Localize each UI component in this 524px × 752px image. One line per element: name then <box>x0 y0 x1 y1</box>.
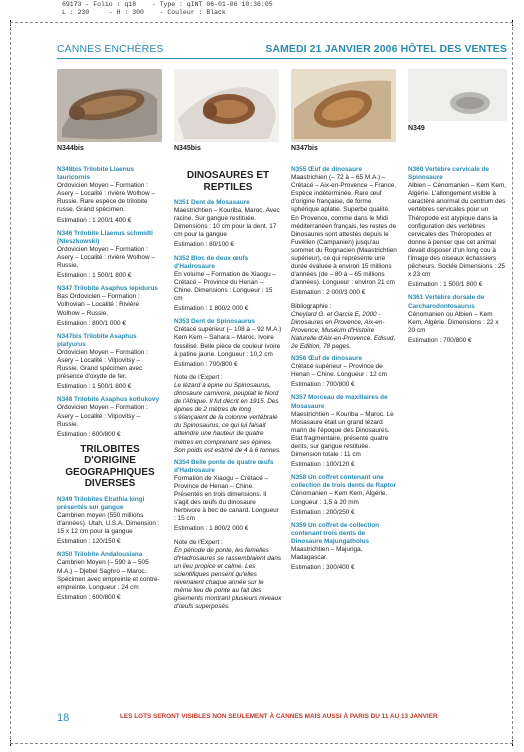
lot-title: N357 Morceau de maxillaires de Mosasaure <box>291 394 388 410</box>
fossil-photo <box>174 69 279 142</box>
lot-title: N353 Dent de Spinosaurus <box>174 318 255 326</box>
header-left: CANNES ENCHÈRES <box>57 43 164 55</box>
lot-description: Cénomanien – Kem Kem, Algérie. Longueur : 1,5 à 20 mm <box>291 490 388 506</box>
lot-description: En volume – Formation de Xiaogu – Crétacé – Province du Henan – Chine. Dimensions : Longueur : 15 cm <box>174 270 276 303</box>
trilobite-photo-4 <box>408 69 507 121</box>
photo-caption: N345bis <box>174 145 201 152</box>
lot-title: N361 Vertèbre dorsale de Carcharodontosaurus <box>408 294 485 310</box>
lot-title: N358 Un coffret contenant une collection de trois dents de Raptor <box>291 474 397 490</box>
expert-note: En période de ponte, les femelles d'Hadrosaures se rassemblaient dans un lieu propice et calme. Les scientifiques pensent qu'elles revenaient chaque année sur le même lieu de ponte au fait des gisements montrant plusieurs niveaux d'œufs superposés. <box>174 546 282 611</box>
lot-title: N347bis Trilobite Asaphus platyurus <box>57 332 137 348</box>
lot-description: Ordovicien Moyen – Formation : Asery – Localité : rivière Wolhow – Russie. Rare espèce de trilobite russe. Grand spécimen. <box>57 182 155 214</box>
lot-title: N347 Trilobite Asaphus lepidurus <box>57 285 158 293</box>
lot-estimate: Estimation : 1 800/2 000 € <box>174 305 249 313</box>
lot-estimate: Estimation : 120/150 € <box>57 538 121 546</box>
lot-estimate: Estimation : 1 500/1 800 € <box>57 272 132 280</box>
lot-title: N350 Trilobite Andalousiana <box>57 551 143 559</box>
lot-estimate: Estimation : 300/400 € <box>291 564 355 572</box>
lot-title: N348bis Trilobite Llaenus tauricornis <box>57 166 135 182</box>
lot-title: N359 Un coffret de collection contenant trois dents de Dinosaure Majungatholus <box>291 521 380 545</box>
print-slug <box>62 1 273 16</box>
expert-note-heading: Note de l'Expert : <box>174 373 223 381</box>
lot-description: Cambrien Moyen (– 590 à – 505 M.A.) – Djebel Saghro – Maroc. Spécimen avec empreinte et contre-empreinte. Longueur : 24 cm <box>57 559 160 591</box>
column-3 <box>291 166 398 577</box>
bibliography-heading: Bibliographie : <box>291 302 332 310</box>
lot-estimate: Estimation : 800/1 000 € <box>57 319 126 327</box>
lot-estimate: Estimation : 100/120 € <box>291 461 355 469</box>
photo-caption: N349 <box>408 125 425 132</box>
lot-estimate: Estimation : 1 200/1 400 € <box>57 216 132 224</box>
lot-title: N356 Œuf de dinosaure <box>291 355 363 363</box>
lot-estimate: Estimation : 700/800 € <box>291 381 355 389</box>
lot-title: N354 Belle ponte de quatre œufs d'Hadrosaure <box>174 458 274 474</box>
lot-description: Crétacé supérieur – Province de Henan – Chine. Longueur : 12 cm <box>291 363 387 379</box>
lot-estimate: Estimation : 700/800 € <box>408 336 472 344</box>
trilobite-photo-2 <box>174 69 279 142</box>
lot-estimate: Estimation : 200/250 € <box>291 508 355 516</box>
lot-estimate: Estimation : 80/100 € <box>174 241 235 249</box>
lot-description: Cénomanien ou Albien – Kem Kem, Algérie. Dimensions : 22 x 20 cm <box>408 310 499 334</box>
lot-estimate: Estimation : 700/800 € <box>174 360 238 368</box>
lot-description: Ordovicien Moyen – Formation : Asery – Localité : Vilpovitsy – Russie. <box>57 404 148 428</box>
lot-estimate: Estimation : 600/800 € <box>57 593 121 601</box>
lot-description: Maestrichtien – Kouriba, Maroc. Avec racine. Sur gangue restituée. Dimensions : 10 cm pour la dent. 17 cm pour la gangue <box>174 207 280 239</box>
fossil-photo <box>291 69 396 142</box>
lot-description: Bas Ordovicien – Formation : Volhovian – Localité : Rivière Wolhow – Russie. <box>57 293 140 317</box>
lot-description: Maastrichtien – Majunga, Madagascar. <box>291 546 363 562</box>
lot-description: Crétacé supérieur (– 108 à – 92 M.A.) Kem Kem – Sahara – Maroc. Ivoire fossilisé. Belle pièce de couleur ivoire à patine jaune. Longueur : 10,2 cm <box>174 326 282 358</box>
lot-description: Cambrien moyen (550 millions d'années). Utah, U.S.A. Dimension : 15 x 12 cm pour la gangue <box>57 512 160 536</box>
lot-description: Ordovicien Moyen – Formation : Asery – Localité : Vilpovitsy – Russie. Grand spécimen avec présence d'oxyde de fer. <box>57 348 148 381</box>
slug-line-1: 69173 - Folio : q18 - Type : qINT 06-01-06 10:36:05 <box>62 1 273 8</box>
trilobite-photo-3 <box>291 69 396 142</box>
lot-estimate: Estimation : 1 500/1 800 € <box>408 281 483 289</box>
expert-note-heading: Note de l'Expert : <box>174 538 223 546</box>
section-heading: DINOSAURES ET REPTILES <box>186 170 270 193</box>
lot-estimate: Estimation : 1 800/2 000 € <box>174 525 249 533</box>
page-number: 18 <box>57 712 70 724</box>
column-2 <box>174 166 282 611</box>
fossil-photo <box>57 69 162 142</box>
trilobite-photo-1 <box>57 69 162 142</box>
lot-estimate: Estimation : 600/800 € <box>57 430 121 438</box>
column-4 <box>408 166 507 350</box>
bibliography: Cheylard G. et Garcia E, 2000 - Dinosaures en Provence, Aix-en-Provence, Muséum d'Histoire Naturelle d'Aix-en-Provence. Edisud, 2e Edition, 78 pages. <box>291 310 396 350</box>
lot-description: Albien – Cénomanien – Kem Kem, Algérie. L'allongement visible à caractère anormal du centrum des vertèbres cervicales pour un Théropode est atypique dans la configuration des vertèbres cervicales des Théropodes et donne à penser que cet animal devait disposer d'un long cou à l'image des oiseaux échassiers pêcheurs. Soclée Dimensions : 25 x 23 cm <box>408 182 507 279</box>
lot-title: N352 Bloc de deux œufs d'Hadrosaure <box>174 254 249 270</box>
photo-caption: N344bis <box>57 145 84 152</box>
photo-caption: N347bis <box>291 145 318 152</box>
lot-title: N346 Trilobite Llaenus schmidti (Nieszkowski) <box>57 229 153 245</box>
footer-notice: LES LOTS SERONT VISIBLES NON SEULEMENT À CANNES MAIS AUSSI À PARIS DU 11 AU 13 JANVIER <box>120 713 438 720</box>
lot-estimate: Estimation : 1 500/1 800 € <box>57 383 132 391</box>
slug-line-2: L : 230 - H : 300 - Couleur : Black <box>62 8 226 16</box>
lot-description: Formation de Xiaogu – Crétacé – Province de Henan – Chine. Présentés en trois dimensions. Il s'agit des œufs du dinosaure herbivore à bec de canard. Longueur : 15 cm <box>174 474 279 523</box>
lot-title: N349 Trilobites Elrathia kingi présentés sur gangue <box>57 495 145 511</box>
lot-estimate: Estimation : 2 000/3 000 € <box>291 289 366 297</box>
lot-description: Maastrichien (– 72 à – 65 M.A.) – Crétacé – Aix-en-Provence – France. Espèce indéterminée. Rare œuf d'origine française, de forme sphérique aplatie. Superbe qualité. En Provence, comme dans le Midi méditerranéen français, les restes de Dinosaures sont attestés depuis le Fuvélien (Campanien) jusqu'au sommet du Rognacien (Maastrichtien supérieur), ce qui représente une durée évaluée à environ 15 millions d'années (de – 80 à – 65 millions d'années). Longueur : environ 21 cm <box>291 174 397 287</box>
header-rule <box>57 58 507 59</box>
section-heading: TRILOBITES D'ORIGINE GEOGRAPHIQUES DIVERSES <box>65 443 155 490</box>
column-1 <box>57 166 163 607</box>
header-right: SAMEDI 21 JANVIER 2006 HÔTEL DES VENTES <box>265 43 507 55</box>
fossil-photo <box>408 69 507 121</box>
lot-title: N351 Dent de Mosasaure <box>174 199 250 206</box>
lot-title: N348 Trilobite Asaphus kotlukovy <box>57 396 160 404</box>
expert-note: Le lézard à épine ou Spinosaurus, dinosaure carnivore, peuplait le Nord de l'Afrique. Il fut décrit en 1915. Des épines de 2 mètres de long s'élançaient de la colonne vertébrale du Spinosaurus, ce qui lui faisait atteindre une hauteur de quatre mètres en comprenant ses épines. Son poids est estimé de 4 à 6 tonnes. <box>174 381 281 454</box>
lot-description: Maestrichtien – Kouriba – Maroc. Le Mosasaure était un grand lézard marin de l'époque des Dinosaures. Etat fragmentaire, présenté quatre dents, sur gangue restituée. Dimension totale : 11 cm <box>291 410 394 459</box>
lot-title: N355 Œuf de dinosaure <box>291 166 363 173</box>
lot-description: Ordovicien Moyen – Formation : Asery – Localité : rivière Wolhow – Russie. <box>57 245 155 270</box>
lot-title: N360 Vertèbre cervicale de Spinosaure <box>408 166 490 182</box>
